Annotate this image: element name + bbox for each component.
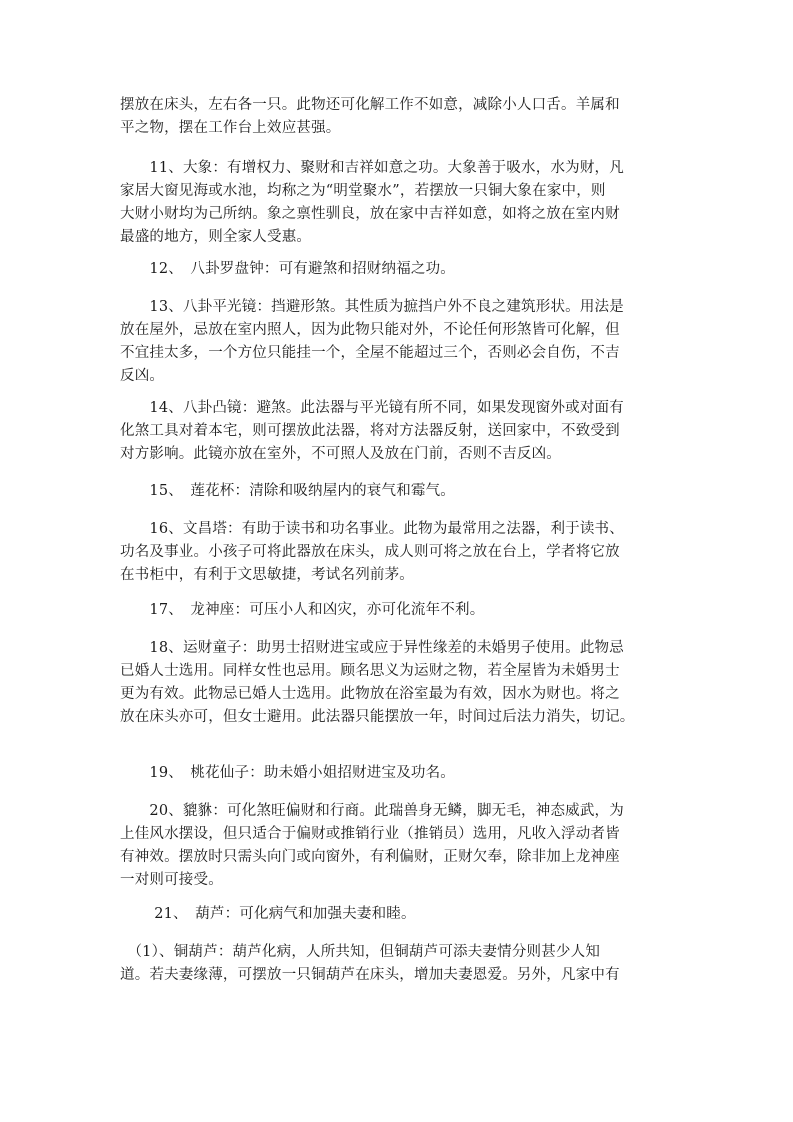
paragraph-item-20 bbox=[120, 800, 676, 892]
paragraph-item-21-1 bbox=[120, 941, 676, 987]
text-line: 家居大窗见海或水池，均称之为“明堂聚水”，若摆放一只铜大象在家中，则 bbox=[120, 183, 606, 199]
text-line: 道。若夫妻缘薄，可摆放一只铜葫芦在床头，增加夫妻恩爱。另外，凡家中有 bbox=[120, 967, 620, 983]
text-line: 对方影响。此镜亦放在室外，不可照人及放在门前，否则不吉反凶。 bbox=[120, 446, 561, 462]
text-line: 11、大象：有增权力、聚财和吉祥如意之功。大象善于吸水，水为财，凡 bbox=[120, 160, 624, 176]
text-line: 15、 莲花杯：清除和吸纳屋内的衰气和霉气。 bbox=[120, 483, 455, 499]
text-line: 12、 八卦罗盘钟：可有避煞和招财纳福之功。 bbox=[120, 261, 455, 277]
text-line: 19、 桃花仙子：助未婚小姐招财进宝及功名。 bbox=[120, 765, 455, 781]
text-line: 14、八卦凸镜：避煞。此法器与平光镜有所不同，如果发现窗外或对面有 bbox=[120, 400, 624, 416]
text-line: 功名及事业。小孩子可将此器放在床头，成人则可将之放在台上，学者将它放 bbox=[120, 544, 620, 560]
text-line: 17、 龙神座：可压小人和凶灾，亦可化流年不利。 bbox=[120, 602, 485, 618]
text-line: 放在床头亦可，但女士避用。此法器只能摆放一年，时间过后法力消失，切记。 bbox=[120, 709, 635, 725]
paragraph-item-12 bbox=[120, 258, 676, 281]
paragraph-item-18 bbox=[120, 637, 676, 729]
text-line: 一对则可接受。 bbox=[120, 872, 223, 888]
paragraph-item-13 bbox=[120, 296, 676, 388]
paragraph-item-15 bbox=[120, 480, 676, 503]
text-line: 摆放在床头，左右各一只。此物还可化解工作不如意，减除小人口舌。羊属和 bbox=[120, 97, 620, 113]
paragraph-item-14 bbox=[120, 397, 676, 466]
text-line: （1）、铜葫芦：葫芦化病，人所共知，但铜葫芦可添夫妻情分则甚少人知 bbox=[120, 944, 601, 960]
text-line: 18、运财童子：助男士招财进宝或应于异性缘差的未婚男子使用。此物忌 bbox=[120, 640, 624, 656]
paragraph-item-11 bbox=[120, 157, 676, 249]
text-line: 已婚人士选用。同样女性也忌用。顾名思义为运财之物，若全屋皆为未婚男士 bbox=[120, 663, 620, 679]
paragraph-continuation bbox=[120, 94, 676, 140]
text-line: 13、八卦平光镜：挡避形煞。其性质为摭挡户外不良之建筑形状。用法是 bbox=[120, 299, 624, 315]
text-line: 上佳风水摆设，但只适合于偏财或推销行业（推销员）选用，凡收入浮动者皆 bbox=[120, 826, 620, 842]
text-line: 大财小财均为己所纳。象之禀性驯良，放在家中吉祥如意，如将之放在室内财 bbox=[120, 206, 620, 222]
text-line: 有神效。摆放时只需头向门或向窗外，有利偏财，正财欠奉，除非加上龙神座 bbox=[120, 849, 620, 865]
text-line: 20、貔貅：可化煞旺偏财和行商。此瑞兽身无鳞，脚无毛，神态威武，为 bbox=[120, 803, 624, 819]
text-line: 16、文昌塔：有助于读书和功名事业。此物为最常用之法器，利于读书、 bbox=[120, 521, 624, 537]
text-line: 不宜挂太多，一个方位只能挂一个，全屋不能超过三个，否则必会自伤，不吉 bbox=[120, 345, 620, 361]
text-line: 21、 葫芦：可化病气和加强夫妻和睦。 bbox=[120, 906, 416, 922]
paragraph-item-16 bbox=[120, 518, 676, 587]
text-line: 放在屋外，忌放在室内照人，因为此物只能对外，不论任何形煞皆可化解，但 bbox=[120, 322, 620, 338]
paragraph-item-17 bbox=[120, 599, 676, 622]
text-line: 在书柜中，有利于文思敏捷，考试名列前茅。 bbox=[120, 567, 414, 583]
text-line: 更为有效。此物忌已婚人士选用。此物放在浴室最为有效，因水为财也。将之 bbox=[120, 686, 620, 702]
text-line: 化煞工具对着本宅，则可摆放此法器，将对方法器反射，送回家中，不致受到 bbox=[120, 423, 620, 439]
text-line: 最盛的地方，则全家人受惠。 bbox=[120, 229, 312, 245]
paragraph-item-19 bbox=[120, 762, 676, 785]
text-line: 反凶。 bbox=[120, 368, 165, 384]
paragraph-item-21 bbox=[120, 903, 676, 926]
text-line: 平之物，摆在工作台上效应甚强。 bbox=[120, 120, 341, 136]
